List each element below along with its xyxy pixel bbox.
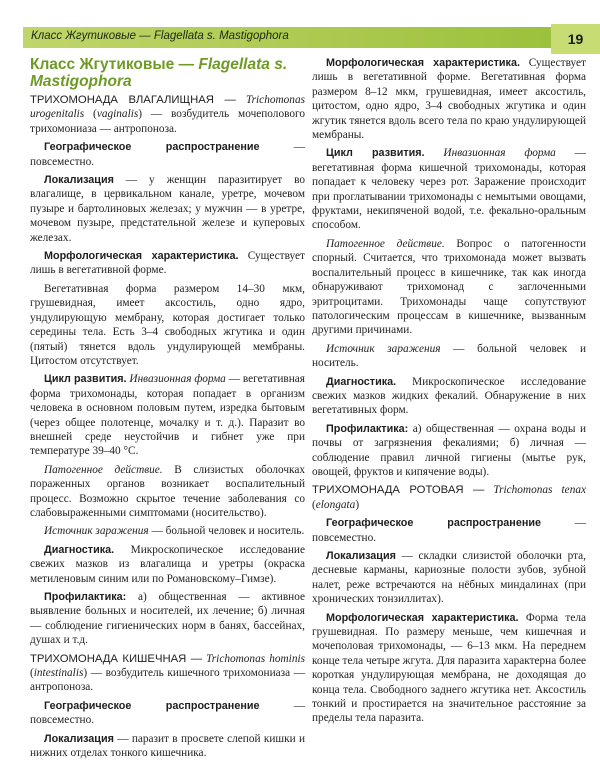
tenax-localization: Локализация — складки слизистой оболочки рта, десневые карманы, кариозные полости зубов, зубной налет, реже встречаются на нёбных миндалинах (при хронических тонзиллитах).: [312, 550, 586, 606]
section-heading: Класс Жгутиковые — Flagellata s. Mastigophora: [30, 56, 288, 90]
page-number: 19: [551, 24, 600, 54]
vaginalis-morphology: Морфологическая характеристика. Существует лишь в вегетативной форме.: [30, 250, 305, 277]
vaginalis-diagnostics: Диагностика. Микроскопическое исследование свежих мазков из влагалища и уретры (окраска метиленовым синим или по Романовскому–Гимзе).: [30, 543, 305, 585]
tenax-morphology: Морфологическая характеристика. Форма тела грушевидная. По размеру меньше, чем кишечная и мочеполовая трихомонады, — 6–13 мкм. На переднем конце тела четыре жгута. Для паразита характерна более короткая ундулирующая мембрана, не доходящая до конца тела. Свободного заднего жгутика нет. Аксостиль тонкий и простирается на значительное расстояние за пределы тела паразита.: [312, 611, 587, 725]
vaginalis-heading: ТРИХОМОНАДА ВЛАГАЛИЩНАЯ — Trichomonas urogenitalis (vaginalis) — возбудитель мочеполового трихомониаза — антропоноза.: [30, 94, 305, 135]
right-column: [312, 56, 586, 730]
vaginalis-source: Источник заражения — больной человек и носитель.: [44, 525, 305, 538]
vaginalis-prophylaxis: Профилактика: а) общественная — активное выявление больных и носителей, их лечение; б) личная — соблюдение гигиенических норм в банях, бассейнах, душах и т.д.: [30, 591, 305, 647]
intestinalis-morphology: Морфологическая характеристика. Существует лишь в вегетативной форме. Вегетативная форма размером 8–12 мкм, грушевидная, имеет аксостиль, цитостом, одно ядро, 3–4 свободных жгутика и один жгутик тянется вдоль всего тела по краю ундулирующей мембраны.: [312, 57, 586, 142]
intestinalis-diagnostics: Диагностика. Микроскопическое исследование свежих мазков жидких фекалий. Обнаружение в них вегетативных форм.: [312, 375, 586, 417]
intestinalis-heading: ТРИХОМОНАДА КИШЕЧНАЯ — Trichomonas hominis (intestinalis) — возбудитель кишечного трихомониаза — антропоноза.: [30, 652, 305, 694]
vaginalis-vegetative: Вегетативная форма размером 14–30 мкм, грушевидная, имеет аксостиль, одно ядро, ундулирующую мембрану, которая достигает только середины тела. Есть 3–4 свободных жгутика и один (пятый) тянется вдоль ундулирующей мембраны. Цитостом отсутствует.: [30, 282, 305, 367]
vaginalis-pathogenic: Патогенное действие. В слизистых оболочках пораженных органов возникает воспалительный процесс. Возможно скрытое течение заболевания со слабовыраженными симптомами (носительство).: [30, 463, 306, 519]
running-header-title: Класс Жгутиковые — Flagellata s. Mastigophora: [31, 30, 289, 42]
vaginalis-geography: Географическое распространение — повсеместно.: [30, 141, 306, 168]
tenax-geography: Географическое распространение — повсеместно.: [312, 517, 587, 544]
left-column: [30, 56, 305, 764]
intestinalis-prophylaxis: Профилактика: а) общественная — охрана воды и почвы от загрязнения фекалиями; б) личная — соблюдение правил личной гигиены (мытье рук, овощей, фруктов и кипячение воды).: [312, 422, 586, 478]
vaginalis-localization: Локализация — у женщин паразитирует во влагалище, в цервикальном канале, уретре, мочевом пузыре и бартолиновых железах; у мужчин — в уретре, мочевом пузыре, предстательной железе и куперовых железах.: [30, 174, 305, 244]
intestinalis-source: Источник заражения — больной человек и носитель.: [312, 342, 586, 370]
intestinalis-geography: Географическое распространение — повсеместно.: [30, 699, 306, 727]
running-header: [23, 27, 551, 48]
intestinalis-localization: Локализация — паразит в просвете слепой кишки и нижних отделах тонкого кишечника.: [30, 732, 305, 760]
intestinalis-pathogenic: Патогенное действие. Вопрос о патогенности спорный. Считается, что трихомонада может вызвать воспалительный процесс в кишечнике, так как иногда обнаруживают трихомонад с заглоченными эритроцитами. Трихомонады чаще сопутствуют патологическим процессам в кишечнике, вызванным другими причинами.: [312, 237, 586, 337]
vaginalis-life-cycle: Цикл развития. Инвазионная форма — вегетативная форма трихомонады, которая попадает в организм человека в основном половым путем, изредка бытовым (через общее полотенце, мочалку и т. д.). Паразит во внешней среде неустойчив и гибнет уже при температуре 39–40 °С.: [30, 373, 305, 458]
intestinalis-life-cycle: Цикл развития. Инвазионная форма — вегетативная форма кишечной трихомонады, которая попадает к человеку через рот. Заражение происходит при проглатывании трихомонады с немытыми овощами, фруктами, некипяченой водой, т.е. фекально-оральным способом.: [312, 147, 586, 232]
tenax-heading: ТРИХОМОНАДА РОТОВАЯ — Trichomonas tenax (elongata): [312, 484, 587, 511]
